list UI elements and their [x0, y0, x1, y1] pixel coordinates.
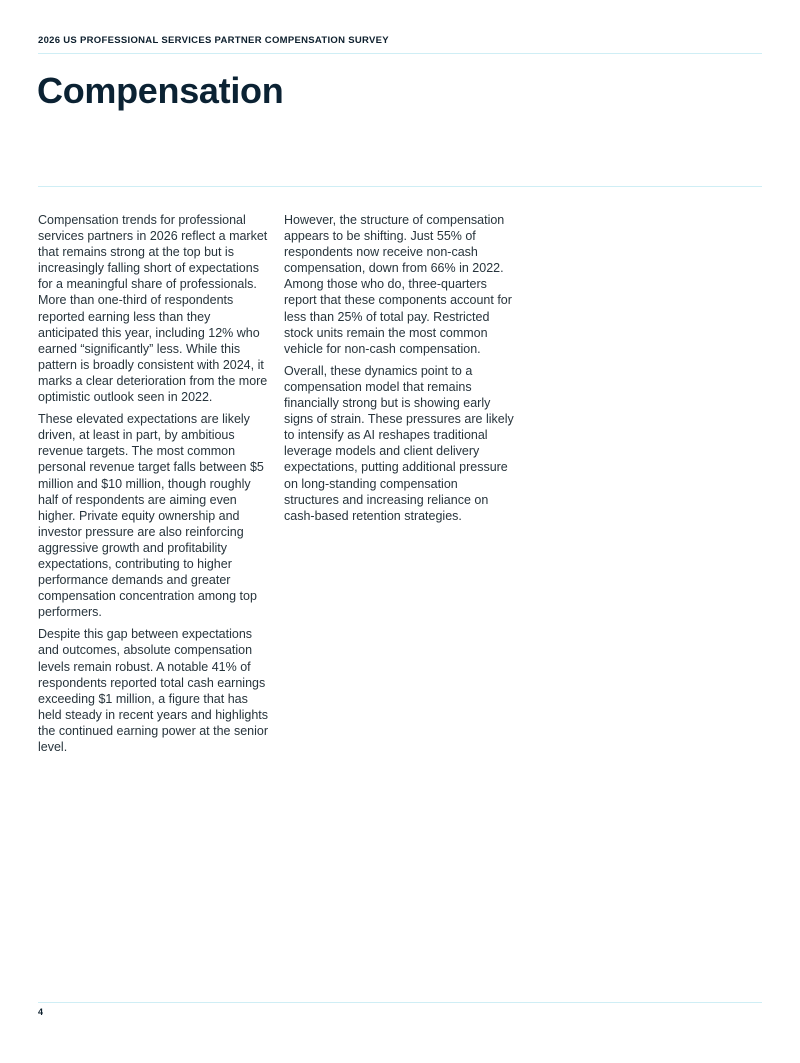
paragraph: These elevated expectations are likely driven, at least in part, by ambitious revenue targets. The most common personal revenue target falls between $5 million and $10 million, though roughly half of respondents are aiming even higher. Private equity ownership and investor pressure are also reinforcing aggressive growth and profitability expectations, contributing to higher performance demands and greater compensation concentration among top performers.: [38, 412, 264, 620]
title-rule: [38, 186, 762, 187]
body-column-left: [38, 212, 270, 761]
paragraph: However, the structure of compensation appears to be shifting. Just 55% of respondents now receive non-cash compensation, down from 66% in 2022. Among those who do, three-quarters report that these components account for less than 25% of total pay. Restricted stock units remain the most common vehicle for non-cash compensation.: [284, 213, 512, 356]
header-rule: [38, 53, 762, 54]
footer-rule: [38, 1002, 762, 1003]
paragraph: Compensation trends for professional services partners in 2026 reflect a market that remains strong at the top but is increasingly falling short of expectations for a meaningful share of professionals. More than one-third of respondents reported earning less than they anticipated this year, including 12% who earned “significantly” less. While this pattern is broadly consistent with 2024, it marks a clear deterioration from the more optimistic outlook seen in 2022.: [38, 213, 268, 405]
body-column-right: [284, 212, 516, 530]
paragraph: Despite this gap between expectations and outcomes, absolute compensation levels remain robust. A notable 41% of respondents reported total cash earnings exceeding $1 million, a figure that has held steady in recent years and highlights the continued earning power at the senior level.: [38, 627, 269, 754]
page-number: 4: [38, 1007, 44, 1017]
running-header: 2026 US PROFESSIONAL SERVICES PARTNER COMPENSATION SURVEY: [38, 35, 389, 46]
paragraph: Overall, these dynamics point to a compensation model that remains financially strong but is showing early signs of strain. These pressures are likely to intensify as AI reshapes traditional leverage models and client delivery expectations, putting additional pressure on long-standing compensation structures and increasing reliance on cash-based retention strategies.: [284, 363, 514, 523]
page-title: Compensation: [37, 70, 284, 111]
